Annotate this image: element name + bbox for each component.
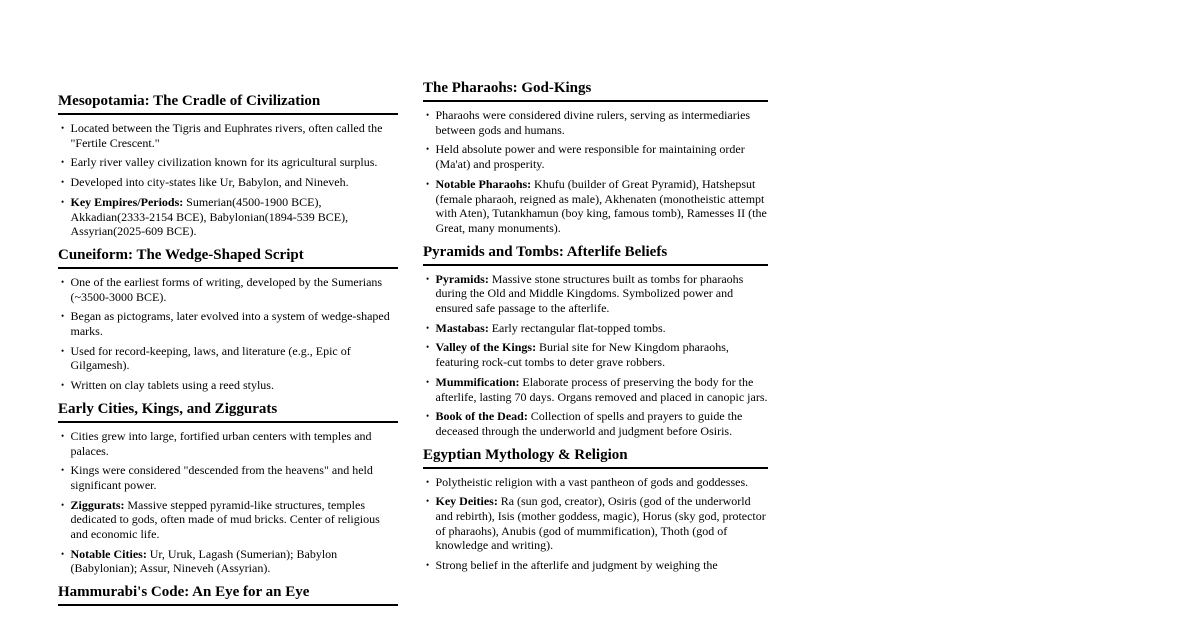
bullet-item	[423, 475, 768, 490]
bullet-lead: Mastabas:	[435, 320, 489, 335]
bullet-icon: •	[61, 430, 65, 441]
section-title: Early Cities, Kings, and Ziggurats	[58, 400, 398, 423]
bullet-item	[58, 498, 398, 542]
bullet-item	[58, 175, 398, 190]
bullet-text: Massive stepped pyramid-like structures, temples dedicated to gods, often made of mud bricks. Center of religious and economic life.	[70, 497, 380, 542]
bullet-icon: •	[426, 273, 430, 284]
bullet-item	[423, 340, 768, 369]
section-title: Pyramids and Tombs: Afterlife Beliefs	[423, 243, 768, 266]
bullet-list	[423, 108, 768, 236]
bullet-item	[58, 121, 398, 150]
bullet-icon: •	[426, 144, 430, 155]
bullet-item	[58, 429, 398, 458]
bullet-icon: •	[61, 311, 65, 322]
bullet-lead: Notable Pharaohs:	[435, 176, 532, 191]
bullet-item	[58, 547, 398, 576]
bullet-item	[423, 494, 768, 553]
bullet-text: Massive stone structures built as tombs for pharaohs during the Old and Middle Kingdoms. Symbolized power and ensured safe passage to the afterlife.	[435, 271, 744, 316]
bullet-item	[423, 409, 768, 438]
bullet-text: Ur, Uruk, Lagash (Sumerian); Babylon (Babylonian); Assur, Nineveh (Assyrian).	[70, 546, 338, 576]
bullet-lead: Valley of the Kings:	[435, 340, 537, 355]
bullet-text: Began as pictograms, later evolved into a system of wedge-shaped marks.	[70, 309, 390, 339]
bullet-list	[423, 272, 768, 439]
bullet-item	[423, 375, 768, 404]
bullet-icon: •	[61, 123, 65, 133]
bullet-text: Early river valley civilization known for its agricultural surplus.	[70, 155, 378, 170]
bullet-icon: •	[61, 276, 65, 287]
bullet-list	[58, 121, 398, 239]
bullet-icon: •	[61, 196, 65, 207]
bullet-icon: •	[426, 476, 430, 487]
bullet-text: Sumerian(4500-1900 BCE), Akkadian(2333-2154 BCE), Babylonian(1894-539 BCE), Assyrian(2025-609 BCE).	[70, 194, 349, 239]
bullet-lead: Book of the Dead:	[435, 409, 528, 424]
bullet-icon: •	[426, 342, 430, 353]
section-title: Egyptian Mythology & Religion	[423, 446, 768, 469]
bullet-text: Khufu (builder of Great Pyramid), Hatshepsut (female pharaoh, reigned as male), Akhenaten (monotheistic attempt with Aten), Tutankhamun (boy king, famous tomb), Ramesses II (the Great, many monuments).	[435, 176, 767, 235]
bullet-text: Developed into city-states like Ur, Babylon, and Nineveh.	[70, 175, 349, 190]
bullet-item	[423, 142, 768, 171]
bullet-item	[58, 155, 398, 170]
section-title: Mesopotamia: The Cradle of Civilization	[58, 92, 398, 115]
bullet-lead: Notable Cities:	[70, 546, 147, 561]
bullet-lead: Mummification:	[435, 374, 520, 389]
bullet-item	[58, 275, 398, 304]
bullet-list	[58, 275, 398, 393]
bullet-text: Held absolute power and were responsible for maintaining order (Ma'at) and prosperity.	[435, 142, 745, 172]
bullet-lead: Pyramids:	[435, 271, 489, 286]
bullet-icon: •	[426, 411, 430, 422]
bullet-icon: •	[61, 380, 65, 391]
bullet-item	[423, 272, 768, 316]
bullet-text: Kings were considered "descended from the heavens" and held significant power.	[70, 463, 373, 492]
bullet-icon: •	[61, 548, 65, 559]
bullet-text: Elaborate process of preserving the body for the afterlife, lasting 70 days. Organs removed and placed in canopic jars.	[435, 374, 768, 404]
bullet-icon: •	[426, 178, 430, 189]
bullet-icon: •	[61, 177, 65, 188]
bullet-text: Strong belief in the afterlife and judgment by weighing the	[435, 558, 718, 573]
bullet-text: Early rectangular flat-topped tombs.	[491, 320, 666, 335]
bullet-icon: •	[426, 110, 430, 120]
bullet-icon: •	[61, 499, 65, 510]
section-title: Cuneiform: The Wedge-Shaped Script	[58, 246, 398, 269]
bullet-list	[423, 475, 768, 573]
bullet-item	[58, 378, 398, 393]
bullet-icon: •	[61, 345, 65, 356]
bullet-icon: •	[426, 560, 430, 571]
bullet-item	[58, 195, 398, 239]
bullet-text: Cities grew into large, fortified urban centers with temples and palaces.	[70, 428, 372, 458]
bullet-item	[423, 558, 768, 573]
bullet-item	[423, 321, 768, 336]
bullet-icon: •	[426, 376, 430, 387]
bullet-text: Used for record-keeping, laws, and literature (e.g., Epic of Gilgamesh).	[70, 343, 351, 373]
bullet-lead: Key Deities:	[435, 494, 498, 509]
bullet-text: Collection of spells and prayers to guide the deceased through the underworld and judgment before Osiris.	[435, 409, 743, 438]
section-title: Hammurabi's Code: An Eye for an Eye	[58, 583, 398, 606]
bullet-icon: •	[426, 322, 430, 333]
right-column	[423, 79, 768, 578]
bullet-text: Polytheistic religion with a vast pantheon of gods and goddesses.	[435, 474, 749, 489]
bullet-icon: •	[61, 465, 65, 476]
bullet-item	[423, 177, 768, 236]
bullet-icon: •	[426, 496, 430, 507]
bullet-text: Ra (sun god, creator), Osiris (god of the underworld and rebirth), Isis (mother goddess, magic), Horus (sky god, protector of pharaohs), Anubis (god of mummification), Thoth (god of knowledge and writing).	[435, 494, 766, 553]
bullet-item	[423, 108, 768, 137]
bullet-text: Burial site for New Kingdom pharaohs, featuring rock-cut tombs to deter grave robbers.	[435, 340, 729, 370]
section-title: The Pharaohs: God-Kings	[423, 79, 768, 102]
bullet-lead: Ziggurats:	[70, 497, 125, 512]
bullet-text: One of the earliest forms of writing, developed by the Sumerians (~3500-3000 BCE).	[70, 274, 383, 304]
bullet-lead: Key Empires/Periods:	[70, 194, 184, 209]
bullet-text: Pharaohs were considered divine rulers, serving as intermediaries between gods and humans.	[435, 108, 751, 137]
bullet-list	[58, 429, 398, 576]
bullet-item	[58, 344, 398, 373]
left-column	[58, 92, 398, 606]
bullet-text: Written on clay tablets using a reed stylus.	[70, 378, 274, 393]
bullet-item	[58, 463, 398, 492]
bullet-text: Located between the Tigris and Euphrates rivers, often called the "Fertile Crescent."	[70, 121, 383, 150]
bullet-icon: •	[61, 157, 65, 168]
bullet-item	[58, 309, 398, 338]
